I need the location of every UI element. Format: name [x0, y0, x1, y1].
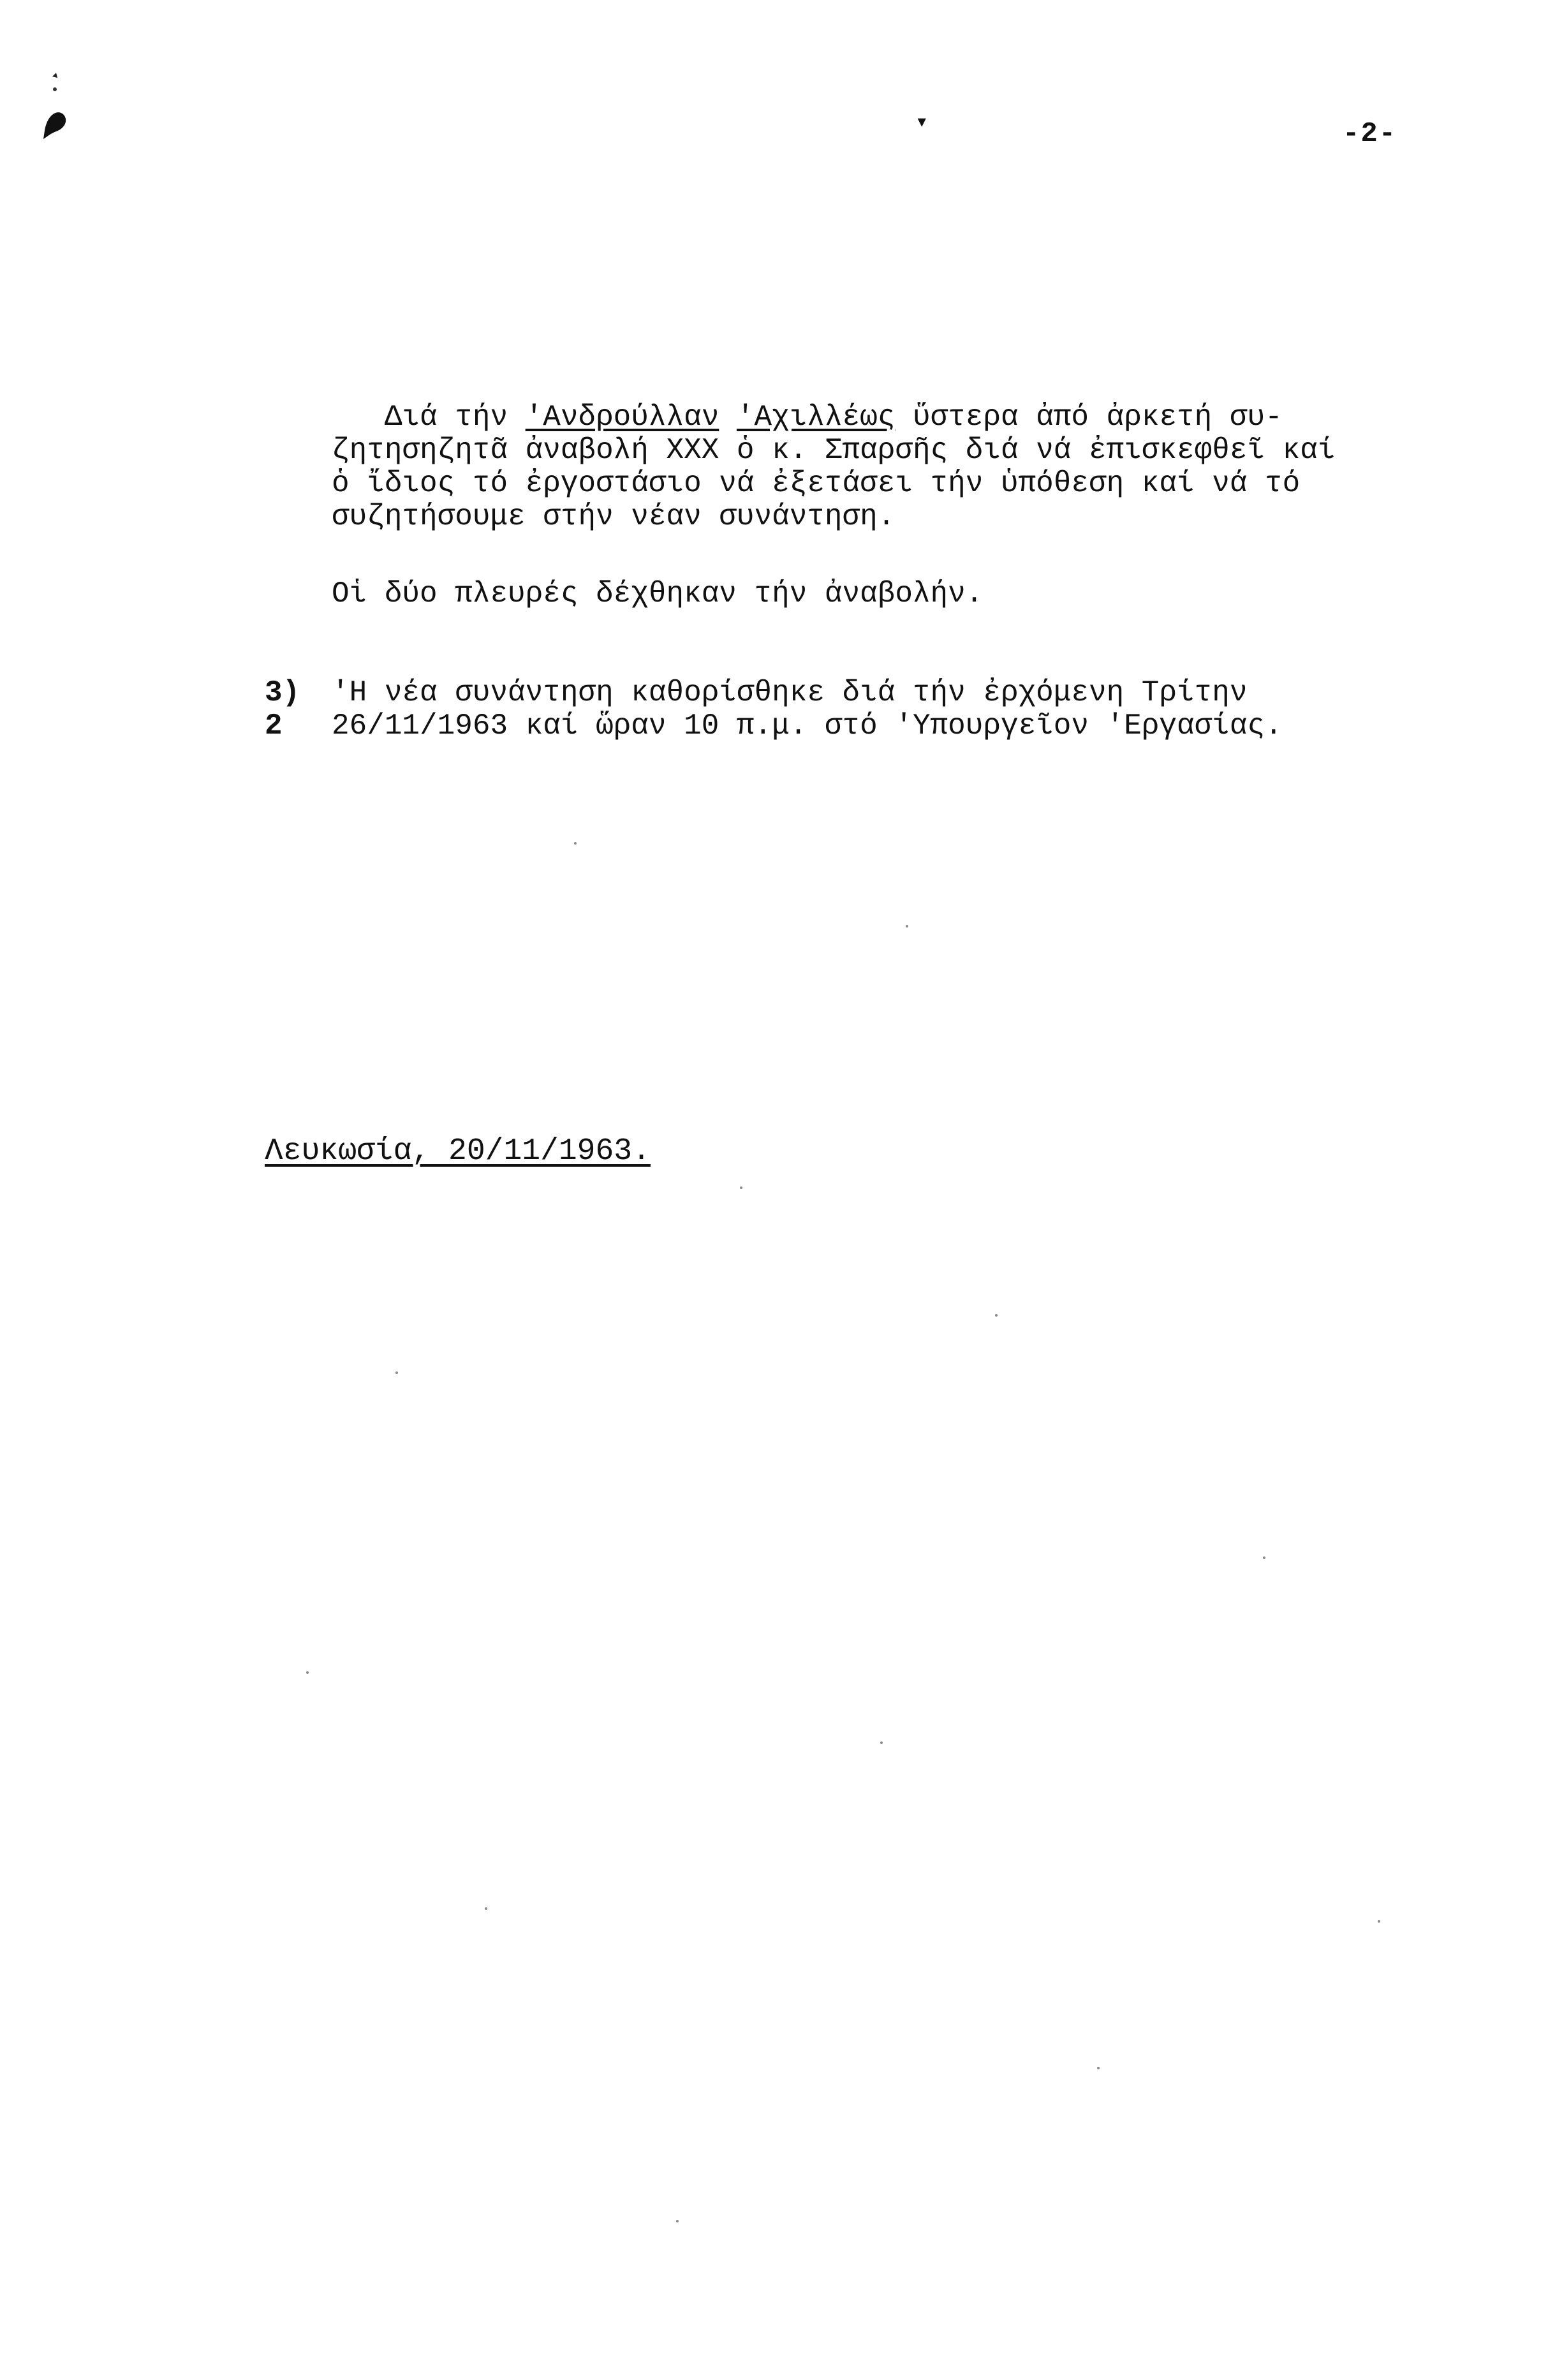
paragraph-postponement — [332, 401, 1480, 533]
word-space — [719, 401, 737, 434]
person-name-last: 'Αχιλλέως — [736, 401, 896, 434]
paragraph-line: 26/11/1963 καί ὥραν 10 π.μ. στό 'Υπουργεῖον 'Εργασίας. — [332, 709, 1283, 743]
paragraph-line: ὁ ἴδιος τό ἐργοστάσιο νά ἐξετάσει τήν ὑπόθεση καί νά τό — [332, 467, 1301, 500]
item-number: 3) — [265, 676, 300, 709]
place-date: Λευκωσία, 20/11/1963. — [265, 1134, 651, 1169]
paragraph-line: ζητησηζητᾶ ἀναβολή ΧΧΧ ὁ κ. Σπαρσῆς διά νά ἐπισκεφθεῖ καί — [332, 434, 1336, 467]
paragraph-line: Διά τήν — [332, 401, 526, 434]
paragraph-agreement: Οἱ δύο πλευρές δέχθηκαν τήν ἀναβολήν. — [332, 577, 984, 610]
paragraph-line: 'Η νέα συνάντηση καθορίσθηκε διά τήν ἐρχόμενη Τρίτην — [332, 676, 1248, 709]
paragraph-line: ὕστερα ἀπό ἀρκετή συ- — [895, 401, 1283, 434]
paragraph-line: συζητήσουμε στήν νέαν συνάντηση. — [332, 500, 896, 533]
item-number-overstrike: 2 — [265, 709, 283, 743]
paragraph-new-meeting — [332, 676, 1480, 743]
top-mark: ▾ — [915, 111, 929, 135]
ink-blot-mark — [38, 70, 77, 140]
page-number: -2- — [1343, 118, 1397, 150]
person-name-first: 'Ανδρούλλαν — [525, 401, 719, 434]
